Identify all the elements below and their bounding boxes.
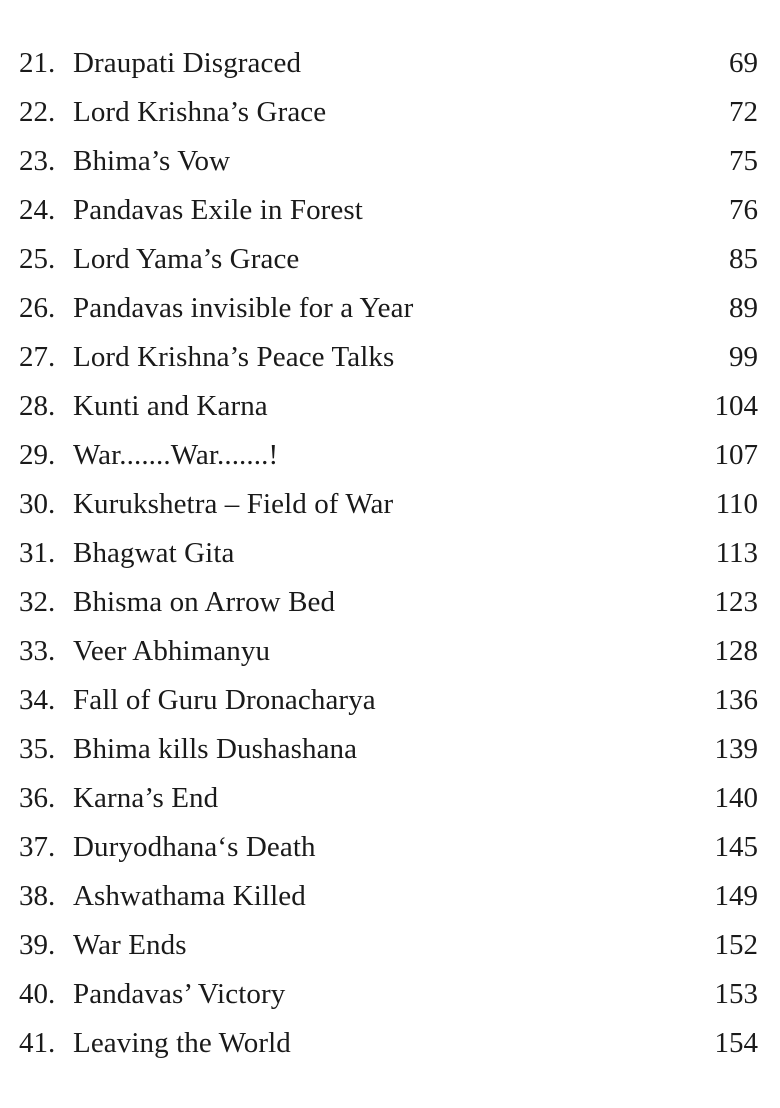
toc-entry-number: 21.: [19, 47, 56, 79]
toc-entry-number: 37.: [19, 831, 56, 863]
toc-entry: [0, 431, 780, 480]
toc-entry: [0, 137, 780, 186]
toc-entry-title: Pandavas Exile in Forest: [73, 194, 363, 226]
toc-entry-page: 123: [714, 586, 758, 618]
toc-entry-page: 139: [714, 733, 758, 765]
toc-entry-page: 128: [714, 635, 758, 667]
toc-entry-title: Ashwathama Killed: [73, 880, 306, 912]
toc-entry: [0, 823, 780, 872]
toc-entry-title: Fall of Guru Dronacharya: [73, 684, 376, 716]
toc-entry: [0, 921, 780, 970]
toc-entry: [0, 88, 780, 137]
toc-entry-page: 136: [714, 684, 758, 716]
toc-entry-title: Draupati Disgraced: [73, 47, 302, 79]
toc-entry: [0, 284, 780, 333]
toc-entry-number: 23.: [19, 145, 56, 177]
toc-entry: [0, 39, 780, 88]
toc-entry-title: Bhisma on Arrow Bed: [73, 586, 336, 618]
toc-entry-number: 40.: [19, 978, 56, 1010]
toc-entry-number: 36.: [19, 782, 56, 814]
toc-entry-page: 76: [729, 194, 758, 226]
toc-entry: [0, 235, 780, 284]
toc-entry-number: 26.: [19, 292, 56, 324]
toc-entry-page: 152: [714, 929, 758, 961]
toc-entry-page: 99: [729, 341, 758, 373]
toc-entry-number: 27.: [19, 341, 56, 373]
toc-entry-title: War Ends: [73, 929, 187, 961]
toc-entry: [0, 676, 780, 725]
toc-entry-number: 39.: [19, 929, 56, 961]
toc-entry-page: 153: [714, 978, 758, 1010]
toc-entry-number: 25.: [19, 243, 56, 275]
toc-entry-number: 22.: [19, 96, 56, 128]
toc-entry-number: 34.: [19, 684, 56, 716]
toc-entry: [0, 480, 780, 529]
toc-entry-page: 104: [714, 390, 758, 422]
toc-entry-title: Kunti and Karna: [73, 390, 268, 422]
toc-entry-page: 75: [729, 145, 758, 177]
toc-entry-number: 38.: [19, 880, 56, 912]
toc-entry-number: 35.: [19, 733, 56, 765]
toc-entry-page: 72: [729, 96, 758, 128]
toc-entry: [0, 872, 780, 921]
toc-entry-title: Lord Krishna’s Grace: [73, 96, 327, 128]
toc-entry: [0, 774, 780, 823]
toc-entry-title: Bhima kills Dushashana: [73, 733, 358, 765]
toc-entry-page: 85: [729, 243, 758, 275]
toc-entry-page: 89: [729, 292, 758, 324]
toc-entry-page: 154: [714, 1027, 758, 1059]
toc-entry-number: 24.: [19, 194, 56, 226]
toc-entry-title: Karna’s End: [73, 782, 219, 814]
toc-entry-page: 149: [714, 880, 758, 912]
toc-entry-number: 31.: [19, 537, 56, 569]
toc-entry: [0, 382, 780, 431]
toc-list: [0, 39, 780, 1068]
toc-entry: [0, 1019, 780, 1068]
toc-entry-title: Lord Yama’s Grace: [73, 243, 300, 275]
toc-entry-title: Pandavas’ Victory: [73, 978, 286, 1010]
toc-entry-title: Pandavas invisible for a Year: [73, 292, 414, 324]
toc-entry-number: 41.: [19, 1027, 56, 1059]
toc-entry-number: 29.: [19, 439, 56, 471]
toc-entry: [0, 725, 780, 774]
toc-entry-page: 69: [729, 47, 758, 79]
toc-entry-page: 107: [714, 439, 758, 471]
toc-entry-page: 140: [714, 782, 758, 814]
toc-entry-title: War.......War.......!: [73, 439, 279, 471]
toc-entry-title: Veer Abhimanyu: [73, 635, 271, 667]
toc-entry: [0, 627, 780, 676]
toc-entry-page: 113: [715, 537, 758, 569]
toc-entry-title: Duryodhana‘s Death: [73, 831, 316, 863]
toc-entry-number: 28.: [19, 390, 56, 422]
toc-entry: [0, 578, 780, 627]
toc-entry-number: 30.: [19, 488, 56, 520]
toc-entry-title: Leaving the World: [73, 1027, 291, 1059]
toc-entry-page: 110: [715, 488, 758, 520]
toc-entry-page: 145: [714, 831, 758, 863]
toc-entry-title: Lord Krishna’s Peace Talks: [73, 341, 395, 373]
toc-entry-number: 32.: [19, 586, 56, 618]
toc-entry: [0, 970, 780, 1019]
toc-entry-title: Kurukshetra – Field of War: [73, 488, 394, 520]
toc-entry-number: 33.: [19, 635, 56, 667]
toc-entry: [0, 186, 780, 235]
toc-entry-title: Bhima’s Vow: [73, 145, 231, 177]
toc-entry: [0, 529, 780, 578]
toc-entry: [0, 333, 780, 382]
toc-entry-title: Bhagwat Gita: [73, 537, 235, 569]
